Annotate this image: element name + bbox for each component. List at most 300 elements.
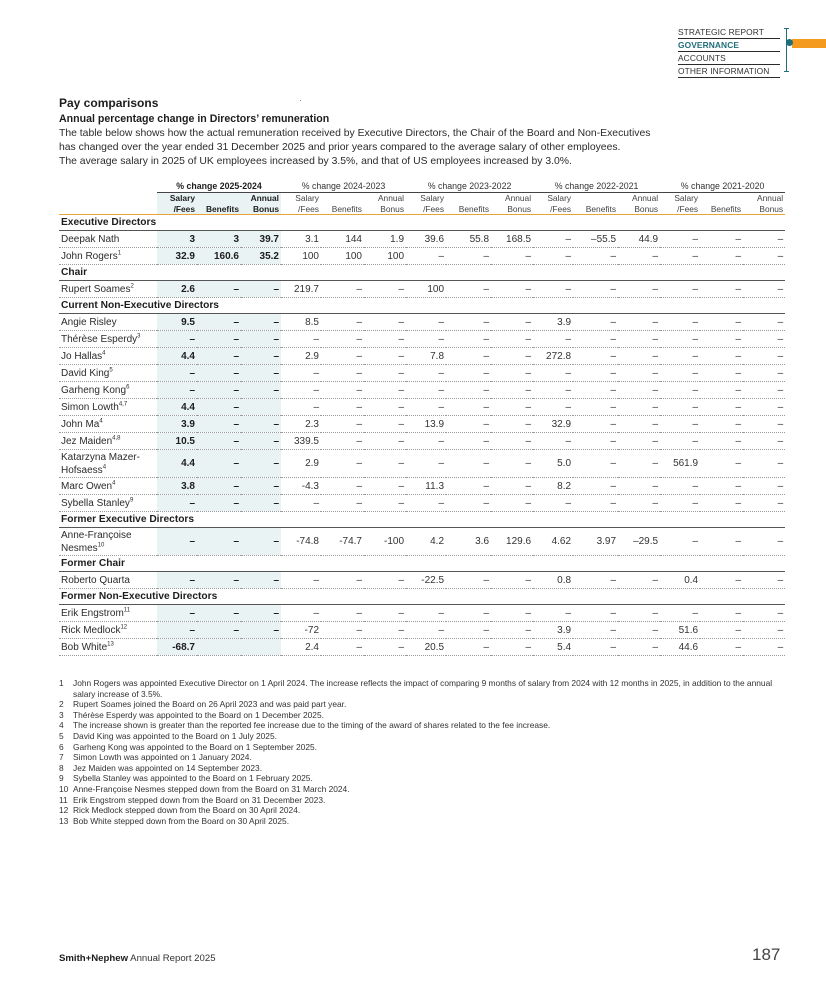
value-cell: – — [743, 528, 785, 556]
value-cell: – — [241, 528, 281, 556]
value-cell: – — [533, 433, 573, 450]
value-cell: – — [491, 281, 533, 298]
value-cell: – — [364, 478, 406, 495]
value-cell: – — [281, 365, 321, 382]
value-cell: – — [743, 433, 785, 450]
value-cell: – — [660, 605, 700, 622]
value-cell: -22.5 — [406, 572, 446, 589]
footnote-ref: 4,8 — [112, 435, 121, 442]
director-name: Jo Hallas — [61, 350, 103, 362]
value-cell: – — [364, 314, 406, 331]
page-number: 187 — [752, 945, 781, 964]
column-header — [281, 193, 321, 215]
director-name: Rick Medlock — [61, 624, 121, 636]
value-cell: – — [533, 365, 573, 382]
section-nav — [678, 26, 780, 78]
footnote-text: Bob White stepped down from the Board on 30 April 2025. — [73, 815, 290, 826]
section-title: Current Non-Executive Directors — [59, 298, 785, 314]
year-group-header: % change 2024-2023 — [281, 179, 406, 193]
value-cell: – — [533, 231, 573, 248]
value-cell: – — [406, 365, 446, 382]
value-cell: – — [321, 348, 364, 365]
value-cell: – — [321, 639, 364, 656]
value-cell: – — [743, 605, 785, 622]
value-cell: 3.97 — [573, 528, 618, 556]
value-cell: – — [446, 450, 491, 478]
value-cell: – — [281, 605, 321, 622]
value-cell: – — [700, 281, 743, 298]
column-header-line: Benefits — [585, 203, 617, 214]
footnote-ref: 1 — [117, 250, 122, 257]
value-cell: – — [743, 622, 785, 639]
value-cell: 7.8 — [406, 348, 446, 365]
column-header-label — [59, 193, 157, 215]
value-cell: – — [157, 495, 197, 512]
value-cell: – — [660, 231, 700, 248]
footnote-text: Simon Lowth was appointed on 1 January 2024. — [73, 752, 252, 763]
table-row — [59, 348, 785, 365]
year-group-header: % change 2025-2024 — [157, 179, 281, 193]
value-cell: – — [241, 365, 281, 382]
footnote-text: Rupert Soames joined the Board on 26 April 2023 and was paid part year. — [73, 699, 347, 710]
table-subtitle: Annual percentage change in Directors’ remuneration — [59, 113, 330, 125]
table-row — [59, 605, 785, 622]
value-cell: – — [491, 348, 533, 365]
value-cell: – — [700, 572, 743, 589]
value-cell: 168.5 — [491, 231, 533, 248]
value-cell: – — [197, 348, 241, 365]
column-header-line: Annual — [632, 193, 659, 203]
director-name-cell — [59, 314, 157, 331]
value-cell: – — [700, 331, 743, 348]
value-cell: 0.4 — [660, 572, 700, 589]
director-name-cell — [59, 478, 157, 495]
section-title: Chair — [59, 265, 785, 281]
value-cell: – — [406, 605, 446, 622]
footnote-ref: 10 — [97, 542, 105, 549]
value-cell: – — [533, 382, 573, 399]
footnote — [59, 784, 783, 795]
value-cell: – — [533, 495, 573, 512]
print-speck — [300, 100, 301, 101]
value-cell: – — [321, 478, 364, 495]
value-cell: – — [573, 281, 618, 298]
value-cell: – — [364, 433, 406, 450]
value-cell: – — [241, 348, 281, 365]
value-cell: 4.4 — [157, 450, 197, 478]
value-cell: – — [157, 528, 197, 556]
value-cell: – — [618, 478, 660, 495]
year-group-header: % change 2022-2021 — [533, 179, 660, 193]
value-cell: – — [700, 348, 743, 365]
value-cell: 10.5 — [157, 433, 197, 450]
footnote-text: Jez Maiden was appointed on 14 September 2023. — [73, 762, 263, 773]
value-cell: – — [446, 331, 491, 348]
value-cell: – — [660, 495, 700, 512]
section-title: Executive Directors — [59, 215, 785, 231]
value-cell: – — [618, 416, 660, 433]
column-header-line: Salary — [420, 193, 445, 203]
column-header-line: Bonus — [507, 203, 532, 214]
column-header — [618, 193, 660, 215]
value-cell: 11.3 — [406, 478, 446, 495]
footnote-number: 10 — [59, 783, 69, 794]
value-cell: – — [321, 365, 364, 382]
value-cell: – — [618, 433, 660, 450]
value-cell: – — [573, 416, 618, 433]
value-cell: – — [197, 365, 241, 382]
value-cell: – — [660, 348, 700, 365]
value-cell: – — [241, 314, 281, 331]
table-column-header-row — [59, 193, 785, 215]
value-cell: 32.9 — [533, 416, 573, 433]
director-name-cell — [59, 365, 157, 382]
value-cell: – — [573, 572, 618, 589]
value-cell: – — [491, 399, 533, 416]
value-cell: – — [364, 605, 406, 622]
value-cell: – — [197, 495, 241, 512]
value-cell: – — [321, 622, 364, 639]
footnote-number: 5 — [59, 730, 64, 741]
table-row — [59, 622, 785, 639]
column-header-line: Salary — [547, 193, 572, 203]
value-cell: – — [241, 281, 281, 298]
value-cell: 5.0 — [533, 450, 573, 478]
value-cell: -74.7 — [321, 528, 364, 556]
footnote-ref: 4 — [99, 418, 103, 425]
value-cell: – — [700, 399, 743, 416]
value-cell: – — [241, 331, 281, 348]
value-cell: – — [700, 528, 743, 556]
column-header — [491, 193, 533, 215]
value-cell: – — [660, 416, 700, 433]
director-name-cell — [59, 622, 157, 639]
year-group-header: % change 2023-2022 — [406, 179, 533, 193]
value-cell: – — [197, 281, 241, 298]
column-header-line: Benefits — [205, 203, 239, 214]
value-cell: – — [197, 382, 241, 399]
value-cell: – — [491, 382, 533, 399]
value-cell: – — [618, 495, 660, 512]
value-cell: – — [197, 331, 241, 348]
value-cell: 32.9 — [157, 248, 197, 265]
footnote-ref: 4 — [102, 464, 107, 471]
value-cell: – — [743, 348, 785, 365]
value-cell: – — [491, 416, 533, 433]
nav-active-dot — [786, 39, 793, 46]
value-cell: – — [197, 478, 241, 495]
value-cell: – — [491, 248, 533, 265]
footnote-number: 4 — [59, 720, 64, 731]
value-cell: – — [446, 478, 491, 495]
value-cell: 39.7 — [241, 231, 281, 248]
value-cell: – — [241, 605, 281, 622]
footnote — [59, 678, 783, 699]
value-cell: – — [573, 348, 618, 365]
section-title: Former Non-Executive Directors — [59, 589, 785, 605]
column-header — [743, 193, 785, 215]
footnote — [59, 752, 783, 763]
nav-accounts[interactable]: ACCOUNTS — [678, 52, 780, 65]
value-cell: 8.5 — [281, 314, 321, 331]
value-cell: – — [241, 478, 281, 495]
nav-active-tab-marker — [792, 39, 826, 48]
value-cell: – — [321, 416, 364, 433]
value-cell: 35.2 — [241, 248, 281, 265]
table-row — [59, 572, 785, 589]
nav-governance[interactable]: GOVERNANCE — [678, 39, 780, 52]
table-row — [59, 365, 785, 382]
value-cell: – — [618, 399, 660, 416]
value-cell: – — [743, 281, 785, 298]
value-cell: 339.5 — [281, 433, 321, 450]
column-header — [533, 193, 573, 215]
value-cell: – — [197, 450, 241, 478]
value-cell: – — [573, 450, 618, 478]
table-row — [59, 433, 785, 450]
director-name-cell — [59, 605, 157, 622]
value-cell: – — [241, 572, 281, 589]
value-cell: – — [743, 314, 785, 331]
value-cell: – — [533, 248, 573, 265]
value-cell: – — [700, 248, 743, 265]
value-cell: –55.5 — [573, 231, 618, 248]
footnote-text: Rick Medlock stepped down from the Board on 30 April 2024. — [73, 805, 301, 816]
value-cell: – — [446, 416, 491, 433]
footnote-ref: 3 — [137, 333, 141, 340]
remuneration-change-table — [59, 179, 785, 656]
footnote — [59, 763, 783, 774]
value-cell: – — [446, 495, 491, 512]
director-name-cell — [59, 281, 157, 298]
value-cell: – — [618, 639, 660, 656]
value-cell: 13.9 — [406, 416, 446, 433]
intro-line: has changed over the year ended 31 December 2025 and prior years compared to the average salary of other employees. — [59, 142, 621, 153]
director-name: Marc Owen — [61, 480, 113, 492]
footnote-number: 11 — [59, 794, 68, 805]
value-cell: – — [700, 416, 743, 433]
value-cell: – — [157, 382, 197, 399]
value-cell: – — [364, 639, 406, 656]
value-cell: 3.8 — [157, 478, 197, 495]
value-cell: – — [281, 331, 321, 348]
value-cell: – — [743, 382, 785, 399]
value-cell: -68.7 — [157, 639, 197, 656]
value-cell: – — [573, 399, 618, 416]
value-cell: – — [700, 622, 743, 639]
column-header-line: Benefits — [710, 203, 742, 214]
value-cell: – — [491, 365, 533, 382]
value-cell: – — [573, 478, 618, 495]
table-row — [59, 416, 785, 433]
footnote-text: Erik Engstrom stepped down from the Board on 31 December 2023. — [73, 794, 326, 805]
value-cell: – — [157, 622, 197, 639]
column-header-line: Bonus — [252, 203, 279, 214]
director-name: Deepak Nath — [61, 233, 120, 245]
value-cell: – — [364, 495, 406, 512]
table-row — [59, 331, 785, 348]
value-cell: – — [491, 639, 533, 656]
value-cell: – — [491, 572, 533, 589]
table-row — [59, 314, 785, 331]
value-cell: – — [573, 382, 618, 399]
column-header-line: Annual — [377, 193, 405, 203]
value-cell: – — [660, 331, 700, 348]
value-cell: – — [446, 605, 491, 622]
value-cell: – — [157, 605, 197, 622]
section-header-row — [59, 215, 785, 231]
value-cell: – — [446, 382, 491, 399]
director-name-cell — [59, 572, 157, 589]
value-cell: – — [321, 382, 364, 399]
director-name-cell — [59, 450, 157, 478]
footnote-ref: 4 — [102, 350, 106, 357]
value-cell: – — [364, 622, 406, 639]
value-cell: – — [533, 605, 573, 622]
value-cell: – — [241, 416, 281, 433]
value-cell: – — [533, 331, 573, 348]
table-row — [59, 528, 785, 556]
value-cell: – — [700, 639, 743, 656]
director-name: Rupert Soames — [61, 283, 131, 295]
value-cell: – — [491, 433, 533, 450]
value-cell: – — [573, 331, 618, 348]
director-name-cell — [59, 639, 157, 656]
value-cell: – — [491, 495, 533, 512]
value-cell: – — [700, 450, 743, 478]
value-cell: – — [743, 495, 785, 512]
value-cell: 5.4 — [533, 639, 573, 656]
value-cell: – — [618, 450, 660, 478]
column-header — [573, 193, 618, 215]
section-title: Former Chair — [59, 556, 785, 572]
director-name: Katarzyna Mazer-Hofsaess — [61, 451, 140, 476]
value-cell: – — [618, 605, 660, 622]
section-header-row — [59, 265, 785, 281]
value-cell: 3.9 — [533, 622, 573, 639]
value-cell: – — [241, 495, 281, 512]
intro-line: The table below shows how the actual remuneration received by Executive Directors, the Chair of the Board and Non-Executives — [59, 128, 651, 139]
value-cell: – — [660, 365, 700, 382]
value-cell: – — [491, 450, 533, 478]
value-cell: 44.9 — [618, 231, 660, 248]
value-cell: – — [743, 248, 785, 265]
column-header — [700, 193, 743, 215]
value-cell: – — [533, 281, 573, 298]
value-cell: 2.6 — [157, 281, 197, 298]
footnote-text: John Rogers was appointed Executive Director on 1 April 2024. The increase reflects the impact of comparing 9 months of salary from 2024 with 12 months in 2025, in addition to the annual salary increase of 3.5%. — [73, 678, 773, 699]
value-cell: 4.2 — [406, 528, 446, 556]
director-name-cell — [59, 382, 157, 399]
value-cell: – — [281, 572, 321, 589]
value-cell: 8.2 — [533, 478, 573, 495]
value-cell: – — [157, 331, 197, 348]
footnotes — [59, 678, 783, 826]
nav-strategic-report[interactable]: STRATEGIC REPORT — [678, 26, 780, 39]
footnote-ref: 4 — [112, 480, 116, 487]
footnote-number: 3 — [59, 709, 64, 720]
value-cell: – — [406, 382, 446, 399]
footnote-number: 9 — [59, 773, 64, 784]
column-header-line: Annual — [504, 193, 532, 203]
year-group-header: % change 2021-2020 — [660, 179, 785, 193]
table-row — [59, 281, 785, 298]
value-cell: 219.7 — [281, 281, 321, 298]
value-cell: – — [743, 416, 785, 433]
column-header-line: Salary — [295, 193, 319, 203]
value-cell: 144 — [321, 231, 364, 248]
value-cell: – — [446, 314, 491, 331]
table-row — [59, 639, 785, 656]
director-name-cell — [59, 416, 157, 433]
value-cell: – — [660, 382, 700, 399]
footer-brand: Smith+Nephew — [59, 953, 129, 964]
value-cell: – — [364, 331, 406, 348]
value-cell: – — [364, 572, 406, 589]
value-cell: 3 — [197, 231, 241, 248]
value-cell: – — [364, 450, 406, 478]
value-cell: – — [197, 528, 241, 556]
value-cell: – — [406, 248, 446, 265]
value-cell: – — [743, 572, 785, 589]
value-cell: – — [700, 605, 743, 622]
nav-other-information[interactable]: OTHER INFORMATION — [678, 65, 780, 78]
value-cell: – — [573, 433, 618, 450]
value-cell: 39.6 — [406, 231, 446, 248]
section-header-row — [59, 556, 785, 572]
director-name: Angie Risley — [61, 316, 117, 328]
value-cell: 3.9 — [157, 416, 197, 433]
director-name-cell — [59, 331, 157, 348]
footnote — [59, 742, 783, 753]
value-cell: 160.6 — [197, 248, 241, 265]
value-cell: 2.9 — [281, 348, 321, 365]
value-cell: – — [197, 622, 241, 639]
director-name: Simon Lowth — [61, 401, 119, 413]
column-header-line: /Fees — [173, 203, 195, 214]
value-cell: 4.4 — [157, 399, 197, 416]
column-header — [446, 193, 491, 215]
director-name-cell — [59, 528, 157, 556]
value-cell: – — [197, 416, 241, 433]
column-header-line: /Fees — [550, 203, 572, 214]
value-cell: – — [446, 433, 491, 450]
value-cell: – — [446, 248, 491, 265]
table-row — [59, 450, 785, 478]
footnote-number: 1 — [59, 678, 64, 688]
value-cell: – — [573, 365, 618, 382]
footnote-ref: 4,7 — [118, 401, 128, 408]
column-header-line: Salary — [674, 193, 699, 203]
column-header — [197, 193, 241, 215]
column-header — [157, 193, 197, 215]
value-cell: 100 — [281, 248, 321, 265]
value-cell: – — [321, 495, 364, 512]
value-cell: 3.1 — [281, 231, 321, 248]
value-cell: – — [281, 382, 321, 399]
table-corner-cell — [59, 179, 157, 193]
value-cell: 100 — [406, 281, 446, 298]
footnote — [59, 710, 783, 721]
value-cell: 3.9 — [533, 314, 573, 331]
value-cell: – — [321, 450, 364, 478]
footnote — [59, 699, 783, 710]
value-cell: 272.8 — [533, 348, 573, 365]
column-header-line: Bonus — [380, 203, 405, 214]
table-row — [59, 495, 785, 512]
value-cell: – — [197, 399, 241, 416]
footnote — [59, 795, 783, 806]
